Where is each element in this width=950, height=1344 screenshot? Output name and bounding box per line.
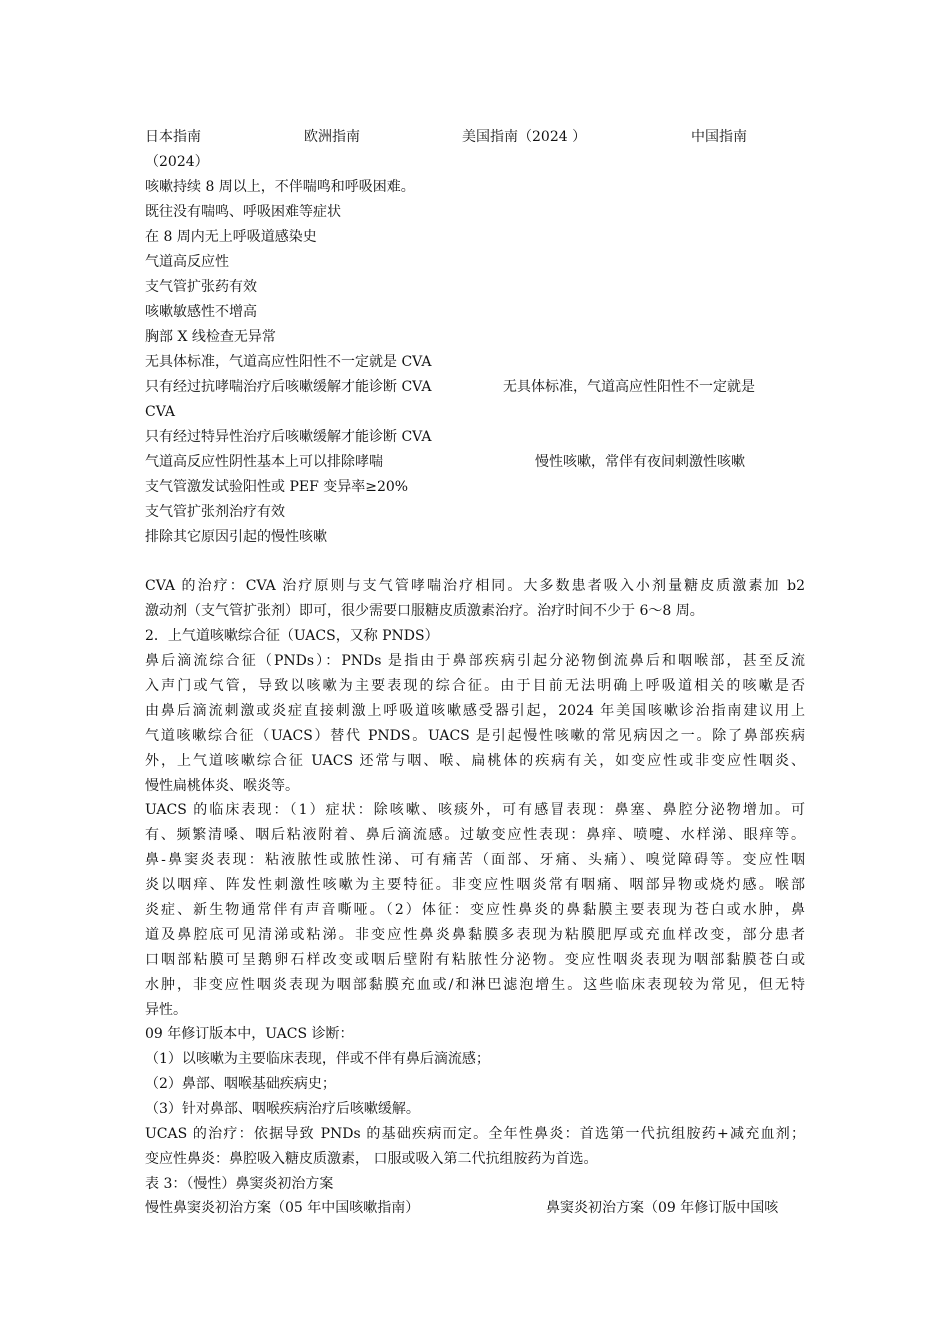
criteria-line: 在 8 周内无上呼吸道感染史 — [145, 229, 317, 245]
body-line: 口咽部粘膜可呈鹅卵石样改变或咽后壁附有粘脓性分泌物。变应性咽炎表现为咽部黏膜苍白或 — [145, 952, 805, 968]
body-line: CVA 的治疗：CVA 治疗原则与支气管哮喘治疗相同。大多数患者吸入小剂量糖皮质激素加 b2 — [145, 578, 805, 594]
criteria-line: 无具体标准，气道高应性阳性不一定就是 CVA — [145, 354, 432, 370]
body-line: 外，上气道咳嗽综合征 UACS 还常与咽、喉、扁桃体的疾病有关，如变应性或非变应性咽炎、 — [145, 753, 805, 769]
body-line: 入声门或气管，导致以咳嗽为主要表现的综合征。由于目前无法明确上呼吸道相关的咳嗽是否 — [145, 678, 805, 694]
list-item: （3）针对鼻部、咽喉疾病治疗后咳嗽缓解。 — [145, 1101, 420, 1117]
body-line: 异性。 — [145, 1002, 187, 1018]
body-line: 气道咳嗽综合征（UACS）替代 PNDS。UACS 是引起慢性咳嗽的常见病因之一。除了鼻部疾病 — [145, 728, 805, 744]
body-line: UACS 的临床表现：（1）症状：除咳嗽、咳痰外，可有感冒表现：鼻塞、鼻腔分泌物增加。可 — [145, 802, 805, 818]
criteria-line: 支气管扩张药有效 — [145, 279, 257, 295]
criteria-line: 支气管扩张剂治疗有效 — [145, 504, 285, 520]
criteria-line: 支气管激发试验阳性或 PEF 变异率≥20% — [145, 479, 409, 495]
criteria-line: 气道高反应性 — [145, 254, 229, 270]
body-line: 炎以咽痒、阵发性刺激性咳嗽为主要特征。非变应性咽炎常有咽痛、咽部异物或烧灼感。喉部 — [145, 877, 805, 893]
body-line: 道及鼻腔底可见清涕或粘涕。非变应性鼻炎鼻黏膜多表现为粘膜肥厚或充血样改变，部分患者 — [145, 927, 805, 943]
criteria-line: 咳嗽持续 8 周以上，不伴喘鸣和呼吸困难。 — [145, 179, 415, 195]
body-line: 有、频繁清嗓、咽后粘液附着、鼻后滴流感。过敏变应性表现：鼻痒、喷嚏、水样涕、眼痒等。 — [145, 827, 805, 843]
criteria-line: CVA — [145, 404, 175, 420]
body-line: 水肿，非变应性咽炎表现为咽部黏膜充血或/和淋巴滤泡增生。这些临床表现较为常见，但无特 — [145, 977, 805, 993]
header-usa: 美国指南（2024 ） — [462, 129, 587, 145]
header-japan-year: （2024） — [145, 154, 209, 170]
table-header-right: 鼻窦炎初治方案（09 年修订版中国咳 — [546, 1200, 779, 1216]
header-japan: 日本指南 — [145, 129, 201, 145]
list-item: （2）鼻部、咽喉基础疾病史； — [145, 1076, 336, 1092]
body-line: 鼻后滴流综合征（PNDs）：PNDs 是指由于鼻部疾病引起分泌物倒流鼻后和咽喉部，甚至反流 — [145, 653, 805, 669]
table-caption: 表 3：（慢性）鼻窦炎初治方案 — [145, 1176, 334, 1192]
body-line: 由鼻后滴流刺激或炎症直接刺激上呼吸道咳嗽感受器引起，2024 年美国咳嗽诊治指南建议用上 — [145, 703, 805, 719]
section-heading: 2．上气道咳嗽综合征（UACS，又称 PNDS） — [145, 628, 439, 644]
criteria-line: 只有经过特异性治疗后咳嗽缓解才能诊断 CVA — [145, 429, 432, 445]
body-line: 鼻-鼻窦炎表现：粘液脓性或脓性涕、可有痛苦（面部、牙痛、头痛）、嗅觉障碍等。变应性咽 — [145, 852, 805, 868]
body-line: UCAS 的治疗：依据导致 PNDs 的基础疾病而定。全年性鼻炎：首选第一代抗组胺药+减充血剂； — [145, 1126, 805, 1142]
criteria-line: 只有经过抗哮喘治疗后咳嗽缓解才能诊断 CVA — [145, 379, 432, 395]
header-europe: 欧洲指南 — [304, 129, 360, 145]
body-line: 激动剂（支气管扩张剂）即可，很少需要口服糖皮质激素治疗。治疗时间不少于 6～8 周。 — [145, 603, 704, 619]
criteria-line: 排除其它原因引起的慢性咳嗽 — [145, 529, 327, 545]
table-header-left: 慢性鼻窦炎初治方案（05 年中国咳嗽指南） — [145, 1200, 420, 1216]
criteria-line: 无具体标准，气道高应性阳性不一定就是 — [503, 379, 755, 395]
body-line: 09 年修订版本中，UACS 诊断： — [145, 1026, 354, 1042]
body-line: 炎症、新生物通常伴有声音嘶哑。（2）体征：变应性鼻炎的鼻黏膜主要表现为苍白或水肿，鼻 — [145, 902, 805, 918]
body-line: 变应性鼻炎：鼻腔吸入糖皮质激素， 口服或吸入第二代抗组胺药为首选。 — [145, 1151, 598, 1167]
criteria-line: 气道高反应性阴性基本上可以排除哮喘 — [145, 454, 383, 470]
header-china: 中国指南 — [691, 129, 747, 145]
body-line: 慢性扁桃体炎、喉炎等。 — [145, 778, 299, 794]
list-item: （1）以咳嗽为主要临床表现，伴或不伴有鼻后滴流感； — [145, 1051, 490, 1067]
criteria-line: 咳嗽敏感性不增高 — [145, 304, 257, 320]
criteria-line: 慢性咳嗽，常伴有夜间刺激性咳嗽 — [535, 454, 745, 470]
criteria-line: 胸部 X 线检查无异常 — [145, 329, 276, 345]
criteria-line: 既往没有喘鸣、呼吸困难等症状 — [145, 204, 341, 220]
